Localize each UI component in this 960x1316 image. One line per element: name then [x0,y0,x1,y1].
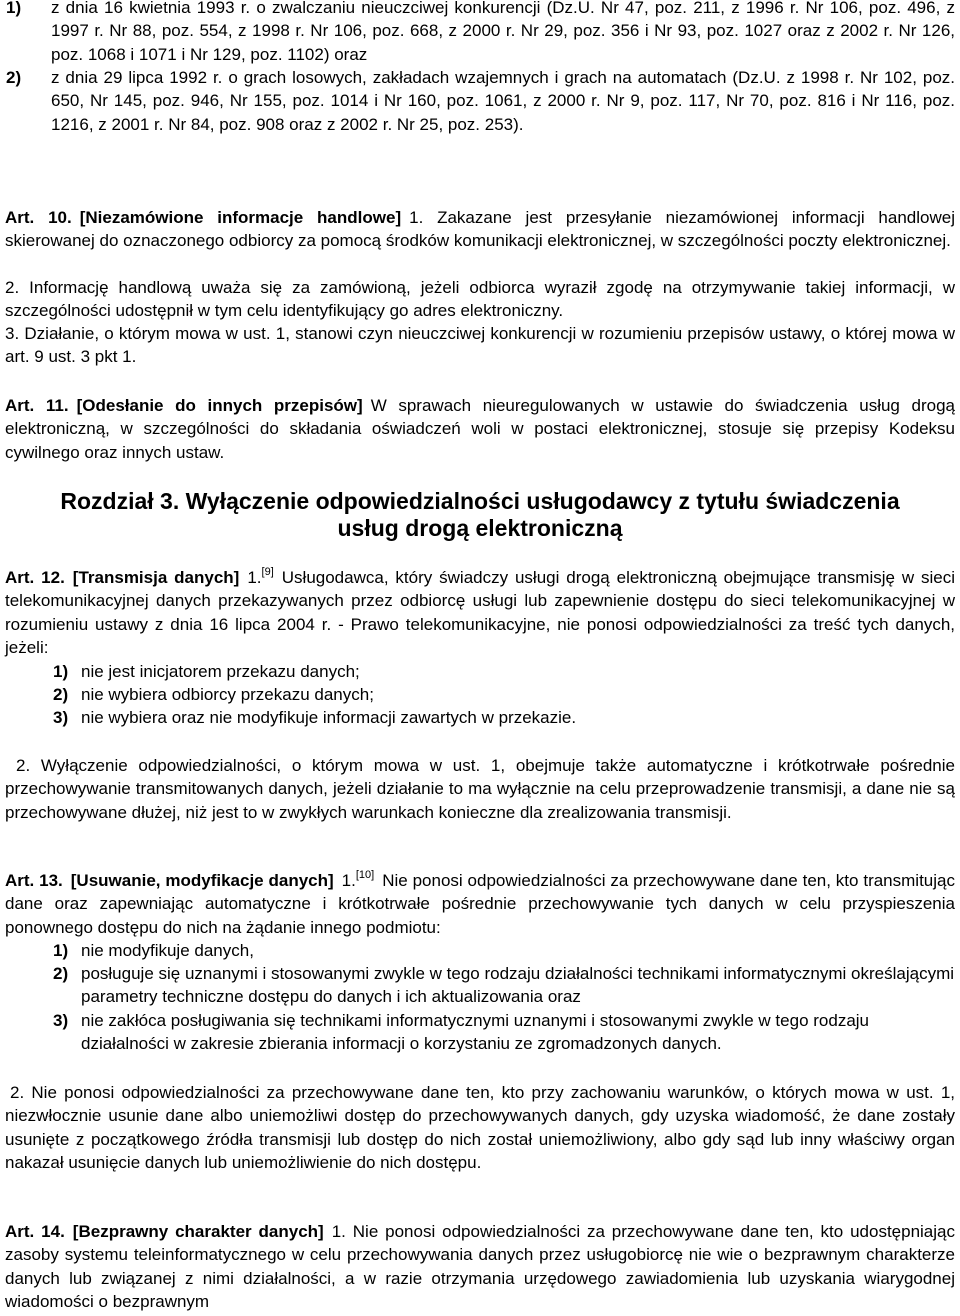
art-11-title: [Odesłanie do innych przepisów] [76,396,363,415]
art-10-paragraph-2: 2. Informację handlową uważa się za zamówioną, jeżeli odbiorca wyraził zgodę na otrzymywanie takiej informacji, w szczególności udostępnił w tym celu identyfikujący go adres elektroniczny. [5,278,955,321]
art-12-item-2 [5,683,955,706]
art-13-item-2-number: 2) [53,964,69,983]
art-12-paragraph-1-number: 1. [247,568,262,587]
art-12-item-1-text: nie jest inicjatorem przekazu danych; [81,662,360,681]
intro-item-1-number: 1) [6,0,22,17]
art-12-item-3 [5,706,955,729]
art-12-item-2-text: nie wybiera odbiorcy przekazu danych; [81,685,374,704]
art-12-item-3-number: 3) [53,708,69,727]
chapter-3-title-line-2: usług drogą elektroniczną [337,515,623,541]
art-12-item-1-number: 1) [53,662,69,681]
art-13-paragraph-1 [5,869,955,939]
art-14-paragraph-1 [5,1220,955,1314]
intro-item-2-text: z dnia 29 lipca 1992 r. o grach losowych, zakładach wzajemnych i grach na automatach (Dz.U. z 1998 r. Nr 102, poz. 650, Nr 145, poz. 946, Nr 155, poz. 1014 i Nr 160, poz. 1061, z 2000 r. Nr 9, poz. 117, Nr 70, poz. 816 i Nr 116, poz. 1216, z 2001 r. Nr 84, poz. 908 oraz z 2002 r. Nr 25, poz. 253). [51,68,955,134]
art-12-paragraph-2 [5,754,955,824]
art-13-item-2 [5,962,955,1009]
art-12-title: [Transmisja danych] [72,568,240,587]
art-12-heading: Art. 12. [5,568,65,587]
art-13-item-1 [5,939,955,962]
art-14-text: 1. Nie ponosi odpowiedzialności za przechowywane dane ten, kto udostępniając zasoby systemu teleinformatycznego w celu przechowywania danych przez usługobiorcę nie wie o bezprawnym charakterze danych lub związanej z nimi działalności, a w razie otrzymania urzędowego zawiadomienia lub uzyskania wiarygodnej wiadomości o bezprawnym [5,1222,955,1312]
art-13-paragraph-2 [5,1081,955,1175]
art-10-heading: Art. 10. [5,208,72,227]
intro-item-2 [5,66,955,136]
art-10-paragraph-1 [5,206,955,253]
art-13-text-2: 2. Nie ponosi odpowiedzialności za przechowywane dane ten, kto przy zachowaniu warunków, o których mowa w ust. 1, niezwłocznie usunie dane albo uniemożliwi dostęp do przechowywanych danych, gdy uzyska wiadomość, że dane zostały usunięte z początkowego źródła transmisji lub dostęp do nich został uniemożliwiony, albo gdy sąd lub inny właściwy organ nakazał usunięcie danych lub uniemożliwienie do nich dostępu. [5,1083,955,1173]
art-12-text-2: 2. Wyłączenie odpowiedzialności, o którym mowa w ust. 1, obejmuje także automatyczne i krótkotrwałe pośrednie przechowywanie transmitowanych danych, jeżeli działanie to ma wyłącznie na celu przeprowadzenie transmisji, a dane nie są przechowywane dłużej, niż jest to w zwykłych warunkach konieczne dla zrealizowania transmisji. [5,756,955,822]
art-12-item-2-number: 2) [53,685,69,704]
art-13-paragraph-1-number: 1. [341,871,356,890]
art-13-item-3-text: nie zakłóca posługiwania się technikami informatycznymi uznanymi i stosowanymi zwykle w tego rodzaju działalności w zakresie zbierania informacji o korzystaniu ze zgromadzonych danych. [81,1011,870,1054]
art-11-text: W sprawach nieuregulowanych w ustawie do świadczenia usług drogą elektroniczną, w szczególności do składania oświadczeń woli w postaci elektronicznej, stosuje się przepisy Kodeksu cywilnego oraz innych ustaw. [5,396,955,462]
art-14-heading: Art. 14. [5,1222,65,1241]
art-13-title: [Usuwanie, modyfikacje danych] [70,871,334,890]
art-14-title: [Bezprawny charakter danych] [72,1222,324,1241]
art-12-footnote-ref: [9] [261,566,274,578]
art-13-footnote-ref: [10] [355,869,375,881]
art-12-paragraph-1 [5,566,955,660]
art-13-heading: Art. 13. [5,871,63,890]
art-13-text-1: Nie ponosi odpowiedzialności za przechowywane dane ten, kto transmitując dane oraz zapewniając automatyczne i krótkotrwałe pośrednie przechowywanie tych danych w celu przyspieszenia ponownego dostępu do nich na żądanie innego podmiotu: [5,871,955,937]
art-11-paragraph [5,394,955,464]
art-12-item-3-text: nie wybiera oraz nie modyfikuje informacji zawartych w przekazie. [81,708,577,727]
art-12-item-1 [5,660,955,683]
art-10-text-1: 1. Zakazane jest przesyłanie niezamówionej informacji handlowej skierowanej do oznaczonego odbiorcy za pomocą środków komunikacji elektronicznej, w szczególności poczty elektronicznej. [5,208,955,251]
intro-item-1-text: z dnia 16 kwietnia 1993 r. o zwalczaniu nieuczciwej konkurencji (Dz.U. Nr 47, poz. 211, z 1996 r. Nr 106, poz. 496, z 1997 r. Nr 88, poz. 554, z 1998 r. Nr 106, poz. 668, z 2000 r. Nr 29, poz. 356 i Nr 93, poz. 1027 oraz z 2002 r. Nr 126, poz. 1068 i 1071 i Nr 129, poz. 1102) oraz [51,0,955,64]
art-12-text-1: Usługodawca, który świadczy usługi drogą elektroniczną obejmujące transmisję w sieci telekomunikacyjnej danych przekazywanych przez odbiorcę usługi lub zapewnienie dostępu do sieci telekomunikacyjnej w rozumieniu ustawy z dnia 16 lipca 2004 r. - Prawo telekomunikacyjne, nie ponosi odpowiedzialności za treść tych danych, jeżeli: [5,568,955,658]
art-13-item-1-text: nie modyfikuje danych, [81,941,254,960]
intro-item-1 [5,0,955,66]
art-10-paragraph-3: 3. Działanie, o którym mowa w ust. 1, stanowi czyn nieuczciwej konkurencji w rozumieniu przepisów ustawy, o której mowa w art. 9 ust. 3 pkt 1. [5,324,955,367]
art-13-item-1-number: 1) [53,941,69,960]
art-10-title: [Niezamówione informacje handlowe] [79,208,402,227]
art-11-heading: Art. 11. [5,396,69,415]
art-13-item-2-text: posługuje się uznanymi i stosowanymi zwykle w tego rodzaju działalności technikami informatycznymi określającymi parametry techniczne dostępu do danych i ich aktualizowania oraz [81,964,955,1007]
art-13-item-3-number: 3) [53,1011,69,1030]
chapter-3-title-line-1: Rozdział 3. Wyłączenie odpowiedzialności usługodawcy z tytułu świadczenia [60,488,900,514]
intro-item-2-number: 2) [6,68,22,87]
art-13-item-3 [5,1009,955,1056]
